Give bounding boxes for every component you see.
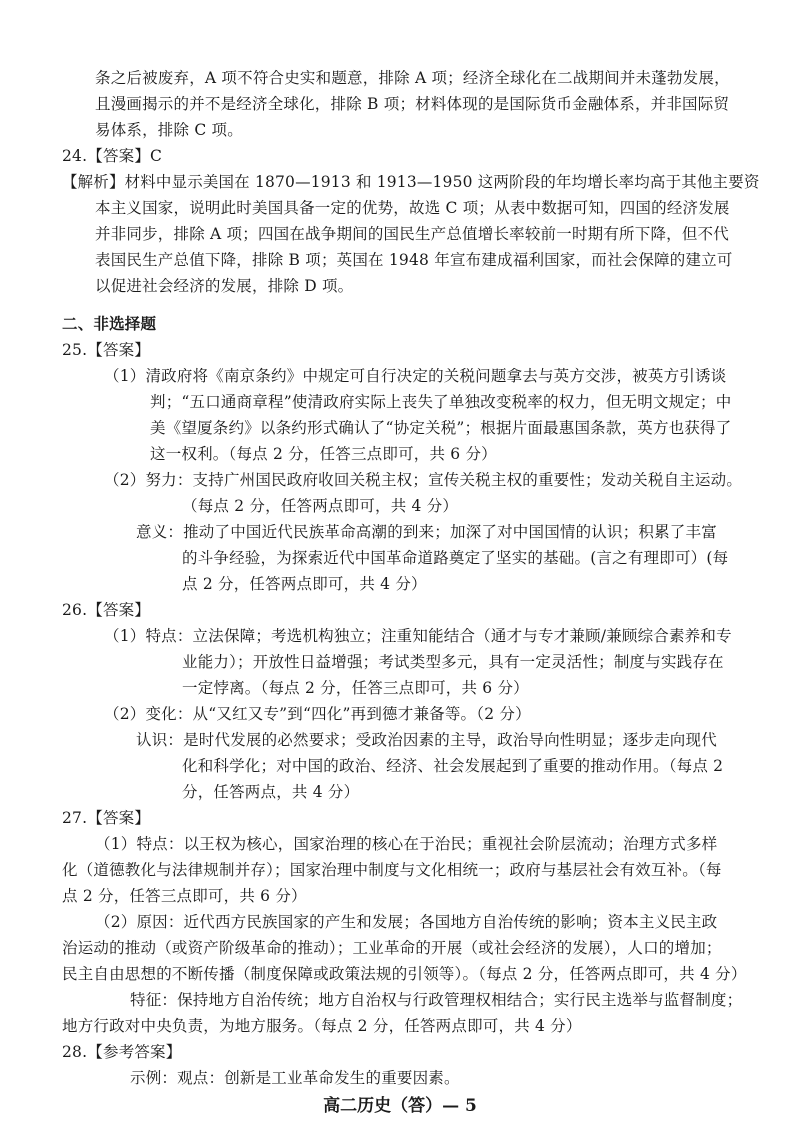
text-line: 判；“五口通商章程”使清政府实际上丧失了单独改变税率的权力，但无明文规定；中: [150, 393, 732, 411]
text-line: 一定悖离。（每点 2 分，任答三点即可，共 6 分）: [182, 679, 529, 697]
text-line: 分，任答两点，共 4 分）: [182, 783, 360, 801]
question-24-answer: 24.【答案】C: [62, 147, 163, 165]
text-line: （2）变化：从“又红又专”到“四化”再到德才兼备等。（2 分）: [104, 705, 531, 723]
text-line: （每点 2 分，任答两点即可，共 4 分）: [182, 497, 459, 515]
text-line: （1）特点：立法保障；考选机构独立；注重知能结合（通才与专才兼顾/兼顾综合素养和专: [104, 627, 732, 645]
text-line: 特征：保持地方自治传统；地方自治权与行政管理权相结合；实行民主选举与监督制度；: [130, 991, 743, 1009]
text-line: 示例：观点：创新是工业革命发生的重要因素。: [130, 1069, 460, 1087]
text-line: 民主自由思想的不断传播（制度保障或政策法规的引领等）。（每点 2 分，任答两点即可，共 4 分）: [62, 965, 747, 983]
text-line: （2）原因：近代西方民族国家的产生和发展；各国地方自治传统的影响；资本主义民主政: [95, 913, 718, 931]
text-line: （2）努力：支持广州国民政府收回关税主权；宣传关税主权的重要性；发动关税自主运动。: [104, 471, 743, 489]
text-line: 的斗争经验，为探索近代中国革命道路奠定了坚实的基础。(言之有理即可）(每: [182, 549, 729, 567]
text-line: （1）清政府将《南京条约》中规定可自行决定的关税问题拿去与英方交涉，被英方引诱谈: [104, 367, 727, 385]
text-line: 易体系，排除 C 项。: [95, 121, 243, 139]
text-line: 业能力）；开放性日益增强；考试类型多元，具有一定灵活性；制度与实践存在: [182, 653, 724, 671]
analysis-line: 【解析】材料中显示美国在 1870—1913 和 1913—1950 这两阶段的年均增长率均高于其他主要资: [62, 173, 760, 191]
text-line: 条之后被废弃，A 项不符合史实和题意，排除 A 项；经济全球化在二战期间并未蓬勃发展，: [95, 69, 730, 87]
text-line: 以促进社会经济的发展，排除 D 项。: [95, 277, 354, 295]
text-line: 地方行政对中央负责，为地方服务。（每点 2 分，任答两点即可，共 4 分）: [62, 1017, 582, 1035]
section-heading: 二、非选择题: [62, 314, 157, 333]
text-line: 点 2 分，任答两点即可，共 4 分）: [182, 575, 427, 593]
question-26-answer: 26.【答案】: [62, 601, 151, 619]
text-line: 且漫画揭示的并不是经济全球化，排除 B 项；材料体现的是国际货币金融体系，并非国际贸: [95, 95, 730, 113]
text-line: 本主义国家，说明此时美国具备一定的优势，故选 C 项；从表中数据可知，四国的经济发展: [95, 199, 730, 217]
text-line: 化和科学化；对中国的政治、经济、社会发展起到了重要的推动作用。（每点 2: [182, 757, 724, 775]
question-28-answer: 28.【参考答案】: [62, 1043, 182, 1061]
text-line: （1）特点：以王权为核心，国家治理的核心在于治民；重视社会阶层流动；治理方式多样: [95, 835, 718, 853]
text-line: 认识：是时代发展的必然要求；受政治因素的主导，政治导向性明显；逐步走向现代: [136, 731, 717, 749]
text-line: 这一权利。（每点 2 分，任答三点即可，共 6 分）: [150, 445, 497, 463]
question-25-answer: 25.【答案】: [62, 341, 151, 359]
text-line: 表国民生产总值下降，排除 B 项；英国在 1948 年宣布建成福利国家，而社会保障的建立可: [95, 251, 733, 269]
text-line: 化（道德教化与法律规制并存）；国家治理中制度与文化相统一；政府与基层社会有效互补。（每: [62, 861, 722, 879]
text-line: 美《望厦条约》以条约形式确认了“协定关税”；根据片面最惠国条款，英方也获得了: [150, 419, 732, 437]
text-line: 点 2 分，任答三点即可，共 6 分）: [62, 887, 307, 905]
question-27-answer: 27.【答案】: [62, 809, 151, 827]
text-line: 意义：推动了中国近代民族革命高潮的到来；加深了对中国国情的认识；积累了丰富: [136, 523, 717, 541]
text-line: 并非同步，排除 A 项；四国在战争期间的国民生产总值增长率较前一时期有所下降，但不代: [95, 225, 729, 243]
text-line: 治运动的推动（或资产阶级革命的推动）；工业革命的开展（或社会经济的发展），人口的增加；: [62, 939, 722, 957]
page-footer: 高二历史（答）— 5: [323, 1096, 477, 1116]
